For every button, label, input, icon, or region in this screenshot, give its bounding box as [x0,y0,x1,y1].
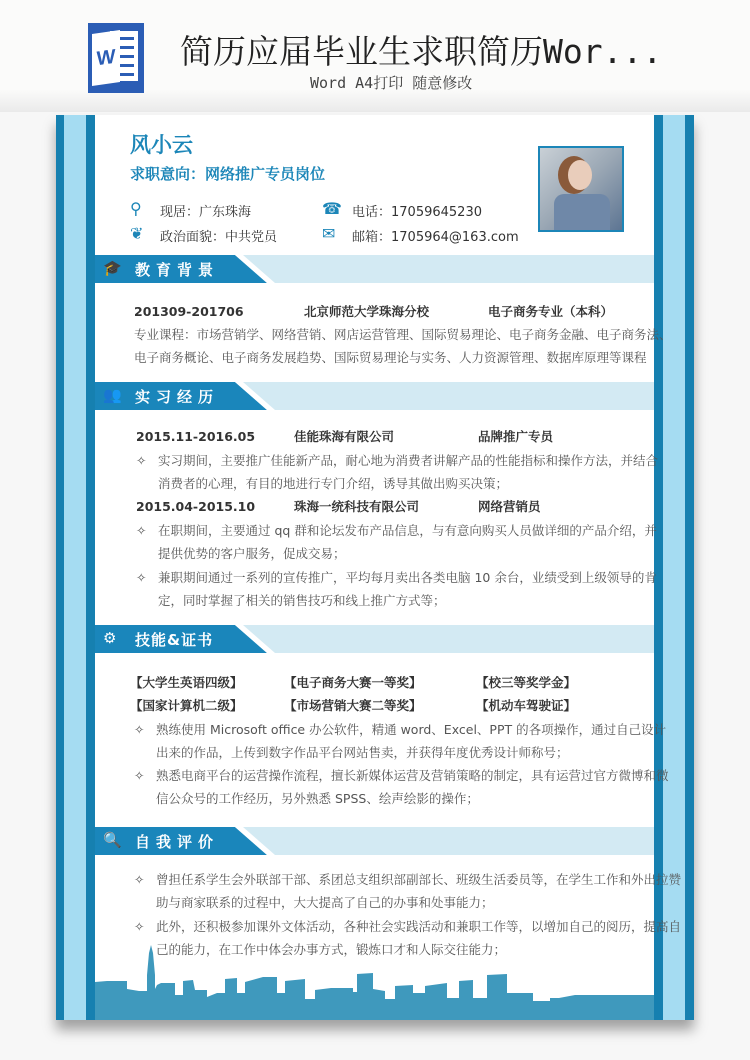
email: 邮箱：1705964@163.com [352,230,519,245]
preview-header [0,0,750,112]
self-bullet: 此外，还积极参加课外文体活动，各种社会实践活动和兼职工作等，以增加自己的阅历，提高自 [156,919,682,934]
city-skyline-decoration [95,945,654,1020]
edu-school: 北京师范大学珠海分校 [304,304,430,319]
job-bullet: 在职期间，主要通过 qq 群和论坛发布产品信息，与有意向购买人员做详细的产品介绍，并 [158,523,657,538]
section-title: 实习经历 [135,388,220,406]
political-status: 政治面貌：中共党员 [160,230,278,245]
candidate-name: 风小云 [130,133,193,157]
self-bullet: 曾担任系学生会外联部干部、系团总支组织部副部长、班级生活委员等，在学生工作和外出拉赞 [156,872,682,887]
left-stripe-inner [86,115,95,1020]
job-bullet: 兼职期间通过一系列的宣传推广，平均每月卖出各类电脑 10 余台，业绩受到上级领导的肯 [158,570,657,585]
certificate: 【大学生英语四级】 [130,675,243,690]
phone-icon: ☎ [322,199,342,218]
job-company: 佳能珠海有限公司 [294,429,395,444]
mail-icon: ✉ [322,224,336,243]
job-company: 珠海一统科技有限公司 [294,499,420,514]
section-header-self-evaluation [95,827,654,855]
residence: 现居：广东珠海 [160,205,252,220]
edu-courses-line: 专业课程：市场营销学、网络营销、网店运营管理、国际贸易理论、电子商务金融、电子商务法、 [134,327,672,342]
edu-courses-line: 电子商务概论、电子商务发展趋势、国际贸易理论与实务、人力资源管理、数据库原理等课程 [134,350,647,365]
certificate: 【电子商务大赛一等奖】 [284,675,422,690]
document-subtitle: Word A4打印 随意修改 [310,74,473,92]
certificate: 【国家计算机二级】 [130,698,243,713]
bullet-icon: ✧ [134,722,145,737]
bullet-icon: ✧ [136,523,147,538]
self-bullet: 己的能力，在工作中体会办事方式，锻炼口才和人际交往能力； [156,942,507,957]
certificate: 【校三等奖学金】 [476,675,577,690]
gears-icon: ⚙ [103,629,117,647]
left-stripe-light [64,115,86,1020]
edu-period: 201309-201706 [134,304,244,319]
skill-bullet: 熟练使用 Microsoft office 办公软件，精通 word、Excel、PPT 的各项操作，通过自己设计 [156,722,667,737]
word-icon: W [88,23,144,93]
bullet-icon: ✧ [134,919,145,934]
edu-major: 电子商务专业（本科） [488,304,614,319]
job-period: 2015.11-2016.05 [136,429,256,444]
resume-page [56,115,694,1020]
skill-bullet: 熟悉电商平台的运营操作流程，擅长新媒体运营及营销策略的制定，具有运营过官方微博和微 [156,768,669,783]
section-header-experience [95,382,654,410]
bullet-icon: ✧ [134,768,145,783]
section-title: 自我评价 [135,833,220,851]
graduation-cap-icon: 🎓 [103,259,122,277]
location-pin-icon: ⚲ [130,199,142,218]
skill-bullet: 信公众号的工作经历，另外熟悉 SPSS、绘声绘影的操作； [156,791,479,806]
skill-bullet: 出来的作品，上传到数字作品平台网站售卖，并获得年度优秀设计师称号； [156,745,569,760]
job-role: 品牌推广专员 [478,429,554,444]
right-stripe [685,115,694,1020]
bullet-icon: ✧ [136,453,147,468]
certificate: 【机动车驾驶证】 [476,698,577,713]
section-header-education [95,255,654,283]
phone: 电话：17059645230 [352,205,482,220]
section-title: 技能&证书 [135,631,214,649]
certificate: 【市场营销大赛二等奖】 [284,698,422,713]
section-title: 教育背景 [135,261,220,279]
bullet-icon: ✧ [134,872,145,887]
job-bullet: 消费者的心理，有目的地进行专门介绍，诱导其做出购买决策； [158,476,509,491]
job-role: 网络营销员 [478,499,541,514]
left-stripe [56,115,64,1020]
job-objective: 求职意向：网络推广专员岗位 [130,165,326,183]
profile-photo [538,146,624,232]
job-bullet: 提供优势的客户服务，促成交易； [158,546,346,561]
section-header-skills [95,625,654,653]
bullet-icon: ✧ [136,570,147,585]
leaf-icon: ❦ [130,224,144,243]
document-title: 简历应届毕业生求职简历Wor... [180,32,663,71]
job-bullet: 定，同时掌握了相关的销售技巧和线上推广方式等； [158,593,446,608]
people-icon: 👥 [103,386,122,404]
job-period: 2015.04-2015.10 [136,499,256,514]
job-bullet: 实习期间，主要推广佳能新产品，耐心地为消费者讲解产品的性能指标和操作方法，并结合 [158,453,659,468]
search-icon: 🔍 [103,831,122,849]
self-bullet: 助与商家联系的过程中，大大提高了自己的办事和处事能力； [156,895,494,910]
